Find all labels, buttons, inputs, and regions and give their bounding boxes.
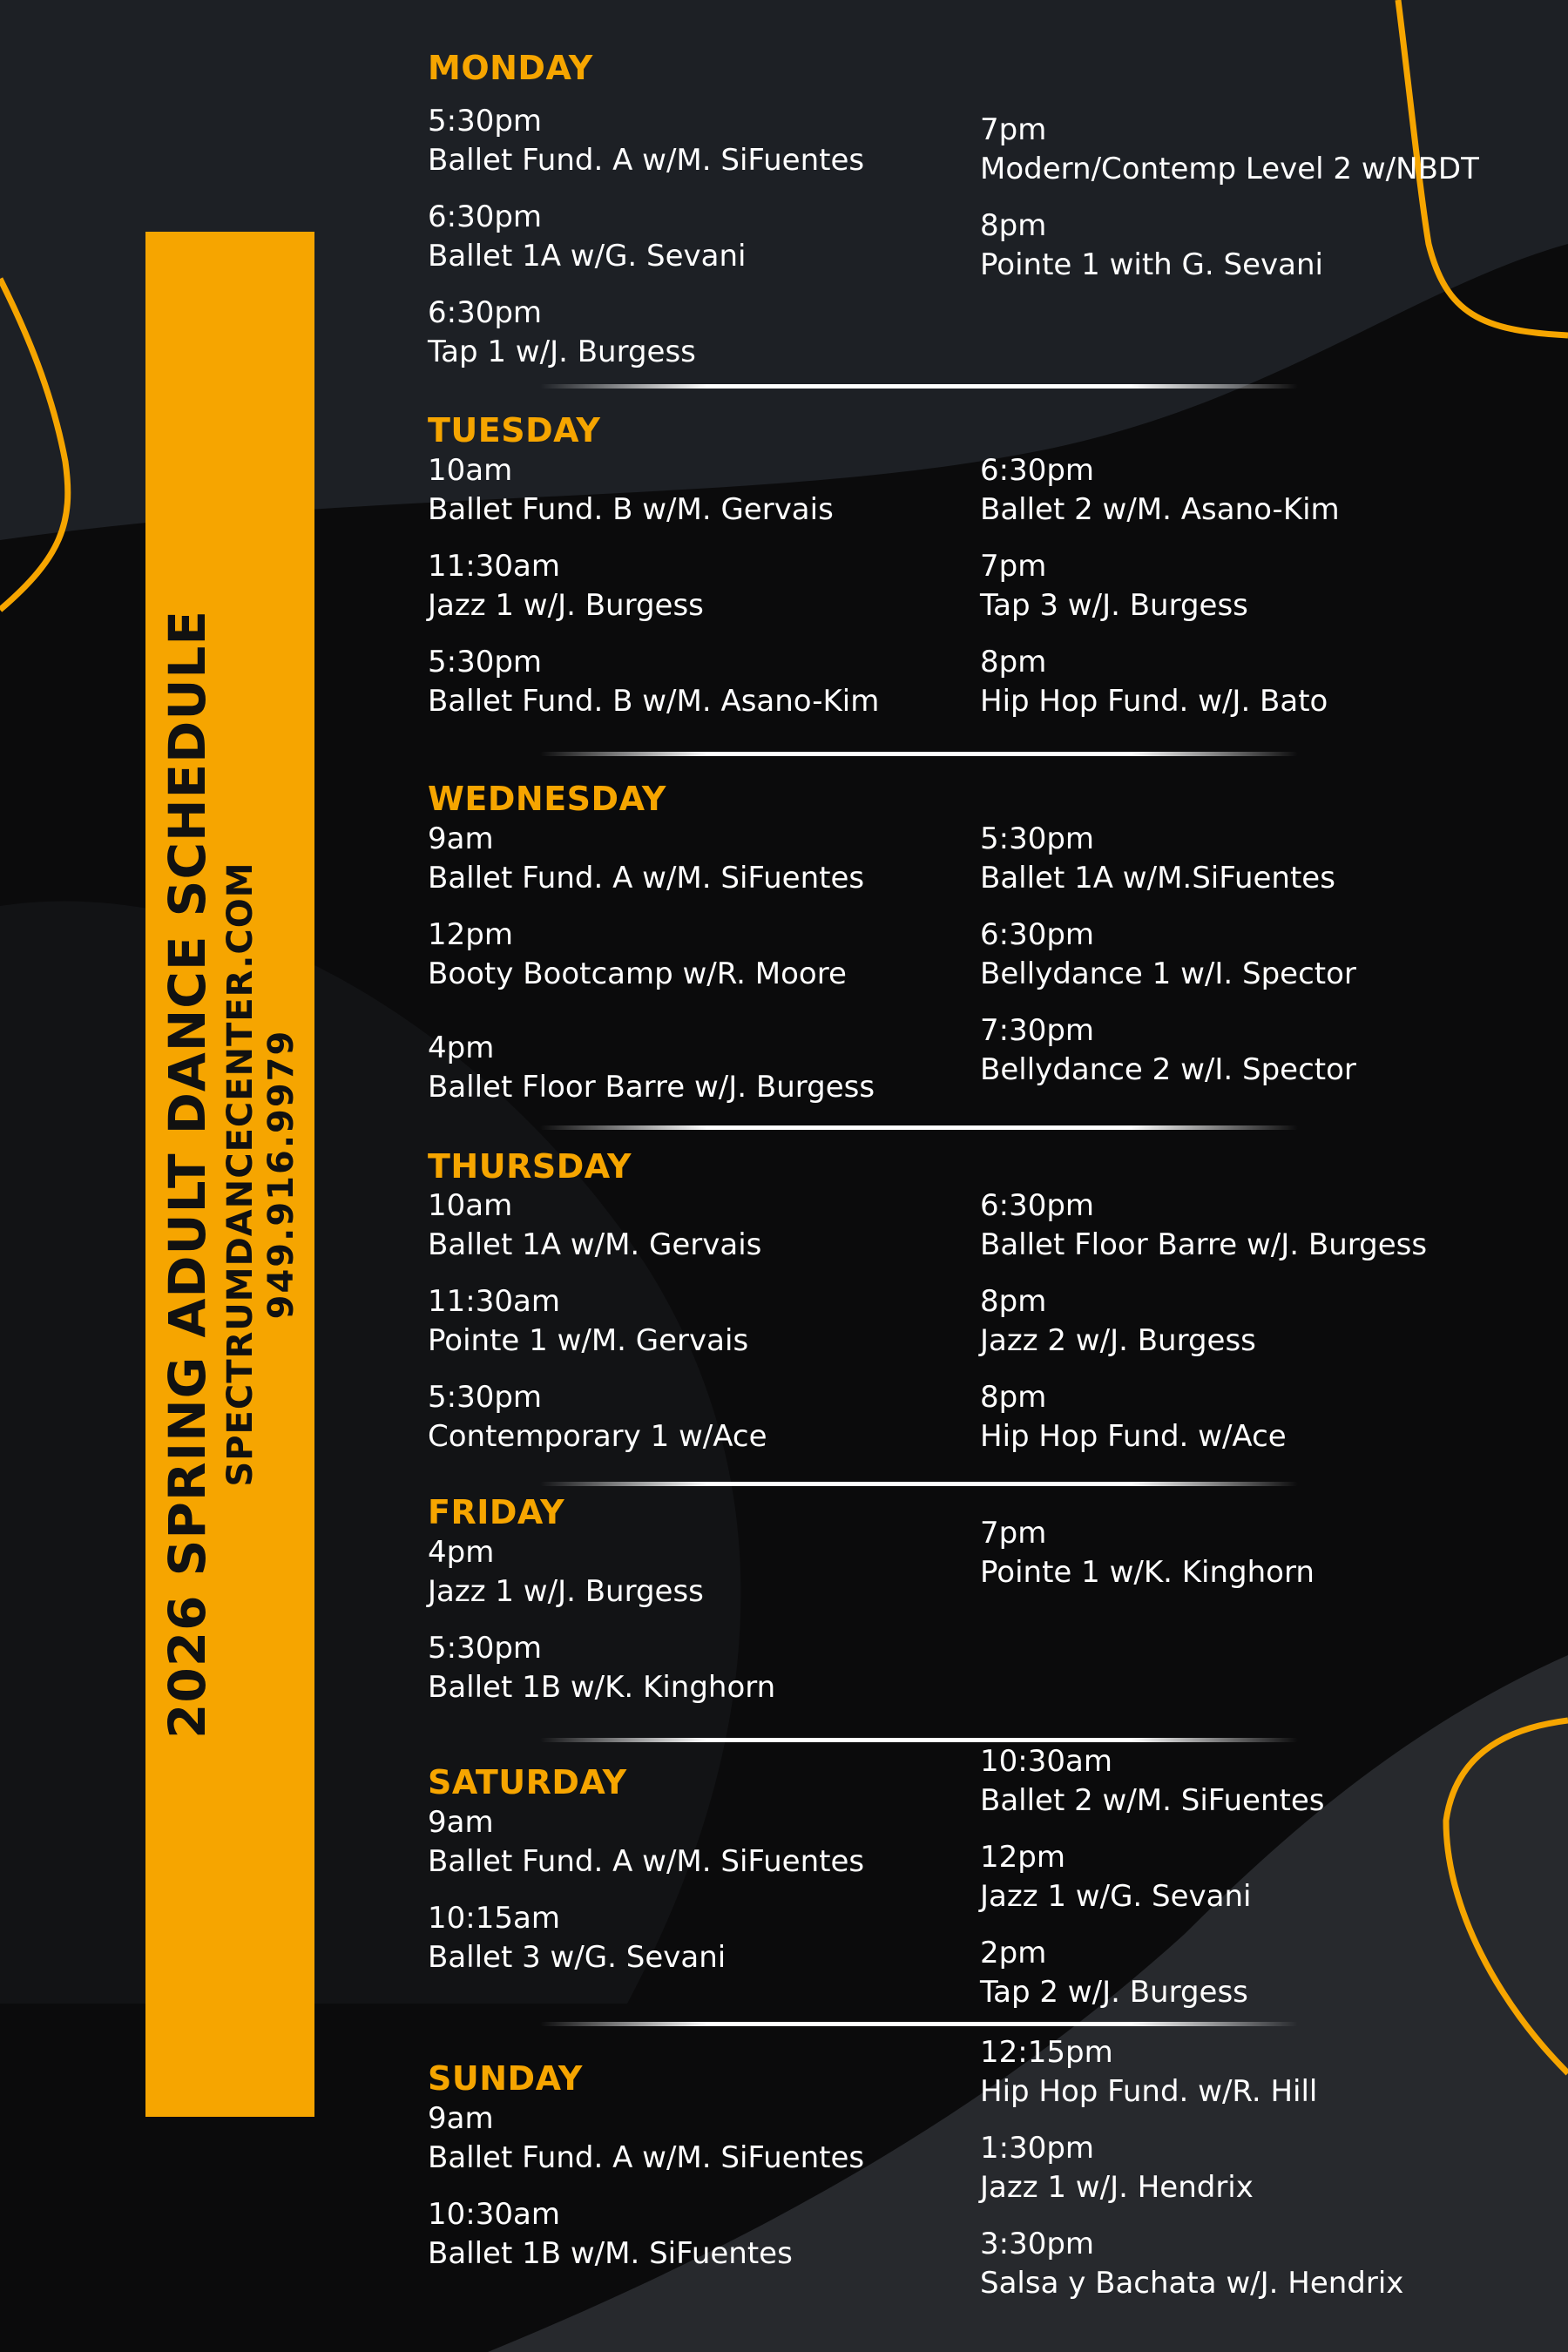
class-slot xyxy=(428,1533,704,1612)
class-slot xyxy=(428,820,864,898)
class-name: Salsa y Bachata w/J. Hendrix xyxy=(980,2266,1404,2301)
class-slot xyxy=(980,1378,1287,1456)
section-divider xyxy=(540,752,1298,756)
class-time: 5:30pm xyxy=(428,1380,543,1415)
class-time: 2pm xyxy=(980,1936,1047,1970)
class-name: Ballet Fund. A w/M. SiFuentes xyxy=(428,861,865,896)
class-time: 6:30pm xyxy=(980,453,1095,488)
class-time: 7pm xyxy=(980,112,1047,147)
class-slot xyxy=(428,916,847,994)
class-slot xyxy=(428,102,864,180)
class-slot xyxy=(428,1803,864,1882)
class-time: 8pm xyxy=(980,1380,1047,1415)
class-time: 9am xyxy=(428,2101,494,2136)
class-time: 12pm xyxy=(980,1840,1065,1875)
day-heading-monday: MONDAY xyxy=(428,49,593,87)
class-name: Ballet Fund. A w/M. SiFuentes xyxy=(428,1844,865,1879)
class-name: Tap 2 w/J. Burgess xyxy=(980,1975,1248,2010)
class-name: Ballet Fund. A w/M. SiFuentes xyxy=(428,143,865,178)
class-slot xyxy=(428,451,834,530)
class-name: Pointe 1 with G. Sevani xyxy=(980,247,1323,282)
class-name: Ballet Floor Barre w/J. Burgess xyxy=(428,1070,875,1105)
class-time: 5:30pm xyxy=(428,104,543,139)
day-heading-wednesday: WEDNESDAY xyxy=(428,780,666,818)
class-name: Booty Bootcamp w/R. Moore xyxy=(428,956,847,991)
class-slot xyxy=(428,294,696,372)
day-heading-sunday: SUNDAY xyxy=(428,2059,583,2098)
class-slot xyxy=(980,1742,1324,1821)
class-slot xyxy=(980,1282,1256,1361)
class-name: Hip Hop Fund. w/R. Hill xyxy=(980,2074,1318,2109)
class-slot xyxy=(428,2195,793,2274)
section-divider xyxy=(540,384,1298,389)
class-name: Ballet Fund. B w/M. Gervais xyxy=(428,492,834,527)
class-name: Pointe 1 w/M. Gervais xyxy=(428,1323,749,1358)
class-name: Jazz 1 w/J. Hendrix xyxy=(980,2170,1254,2205)
class-slot xyxy=(980,111,1479,189)
class-name: Hip Hop Fund. w/J. Bato xyxy=(980,684,1328,719)
class-time: 5:30pm xyxy=(428,645,543,679)
class-name: Ballet Fund. A w/M. SiFuentes xyxy=(428,2140,865,2175)
class-name: Jazz 1 w/J. Burgess xyxy=(428,588,704,623)
class-time: 7pm xyxy=(980,1516,1047,1551)
class-time: 4pm xyxy=(428,1535,495,1570)
class-name: Modern/Contemp Level 2 w/NBDT xyxy=(980,152,1479,186)
class-name: Ballet 1A w/M.SiFuentes xyxy=(980,861,1335,896)
class-slot xyxy=(428,1378,767,1456)
class-time: 9am xyxy=(428,1805,494,1840)
class-time: 10:30am xyxy=(428,2197,560,2232)
class-name: Tap 3 w/J. Burgess xyxy=(980,588,1248,623)
class-time: 11:30am xyxy=(428,1284,560,1319)
class-time: 6:30pm xyxy=(980,1188,1095,1223)
phone-number[interactable]: 949.916.9979 xyxy=(261,1029,301,1320)
website-link[interactable]: SPECTRUMDANCECENTER.COM xyxy=(220,862,260,1487)
class-name: Ballet 1A w/G. Sevani xyxy=(428,239,747,274)
vertical-title-banner xyxy=(145,232,314,2117)
class-time: 12pm xyxy=(428,917,513,952)
class-time: 11:30am xyxy=(428,549,560,584)
banner-text-block xyxy=(159,521,301,1828)
class-name: Contemporary 1 w/Ace xyxy=(428,1419,767,1454)
class-time: 10am xyxy=(428,1188,513,1223)
class-slot xyxy=(980,1011,1356,1090)
class-name: Jazz 1 w/J. Burgess xyxy=(428,1574,704,1609)
schedule-title: 2026 SPRING ADULT DANCE SCHEDULE xyxy=(158,610,217,1739)
class-slot xyxy=(980,1514,1315,1592)
class-name: Tap 1 w/J. Burgess xyxy=(428,335,696,369)
class-name: Hip Hop Fund. w/Ace xyxy=(980,1419,1287,1454)
class-slot xyxy=(980,916,1356,994)
class-slot xyxy=(980,206,1323,285)
class-time: 6:30pm xyxy=(428,199,543,234)
class-slot xyxy=(980,451,1340,530)
class-slot xyxy=(980,2129,1254,2207)
class-time: 6:30pm xyxy=(980,917,1095,952)
class-slot xyxy=(980,820,1335,898)
class-slot xyxy=(428,547,704,625)
class-slot xyxy=(428,1282,748,1361)
class-name: Ballet 1B w/M. SiFuentes xyxy=(428,2236,793,2271)
day-heading-saturday: SATURDAY xyxy=(428,1763,627,1801)
class-name: Bellydance 1 w/I. Spector xyxy=(980,956,1356,991)
class-slot xyxy=(428,198,746,276)
class-slot xyxy=(980,1934,1248,2012)
class-name: Pointe 1 w/K. Kinghorn xyxy=(980,1555,1315,1590)
class-slot xyxy=(428,1186,761,1265)
day-heading-tuesday: TUESDAY xyxy=(428,411,601,449)
day-heading-thursday: THURSDAY xyxy=(428,1147,632,1186)
class-time: 9am xyxy=(428,821,494,856)
class-slot xyxy=(428,643,879,721)
class-time: 7:30pm xyxy=(980,1013,1095,1048)
class-time: 7pm xyxy=(980,549,1047,584)
class-time: 4pm xyxy=(428,1031,495,1065)
class-slot xyxy=(980,1186,1427,1265)
class-slot xyxy=(980,643,1328,721)
class-time: 8pm xyxy=(980,208,1047,243)
class-slot xyxy=(428,1629,775,1707)
class-time: 12:15pm xyxy=(980,2035,1113,2070)
class-name: Ballet 2 w/M. SiFuentes xyxy=(980,1783,1325,1818)
class-name: Ballet 2 w/M. Asano-Kim xyxy=(980,492,1340,527)
section-divider xyxy=(540,2022,1298,2026)
class-slot xyxy=(428,1899,726,1977)
class-time: 10am xyxy=(428,453,513,488)
section-divider xyxy=(540,1482,1298,1486)
class-time: 10:15am xyxy=(428,1901,560,1936)
class-slot xyxy=(428,2099,864,2178)
class-slot xyxy=(980,2033,1317,2112)
class-slot xyxy=(980,2225,1403,2303)
class-time: 5:30pm xyxy=(428,1631,543,1666)
class-name: Ballet 3 w/G. Sevani xyxy=(428,1940,727,1975)
class-name: Ballet 1A w/M. Gervais xyxy=(428,1227,762,1262)
class-time: 6:30pm xyxy=(428,295,543,330)
class-slot xyxy=(980,547,1248,625)
class-name: Ballet Floor Barre w/J. Burgess xyxy=(980,1227,1428,1262)
section-divider xyxy=(540,1125,1298,1130)
day-heading-friday: FRIDAY xyxy=(428,1493,565,1531)
class-name: Bellydance 2 w/I. Spector xyxy=(980,1052,1356,1087)
class-time: 8pm xyxy=(980,645,1047,679)
class-name: Ballet Fund. B w/M. Asano-Kim xyxy=(428,684,880,719)
class-name: Jazz 2 w/J. Burgess xyxy=(980,1323,1256,1358)
class-time: 8pm xyxy=(980,1284,1047,1319)
class-time: 5:30pm xyxy=(980,821,1095,856)
class-slot xyxy=(428,1029,875,1107)
class-time: 10:30am xyxy=(980,1744,1112,1779)
class-time: 1:30pm xyxy=(980,2131,1095,2166)
class-name: Ballet 1B w/K. Kinghorn xyxy=(428,1670,776,1705)
class-slot xyxy=(980,1838,1251,1916)
class-time: 3:30pm xyxy=(980,2227,1095,2261)
class-name: Jazz 1 w/G. Sevani xyxy=(980,1879,1252,1914)
